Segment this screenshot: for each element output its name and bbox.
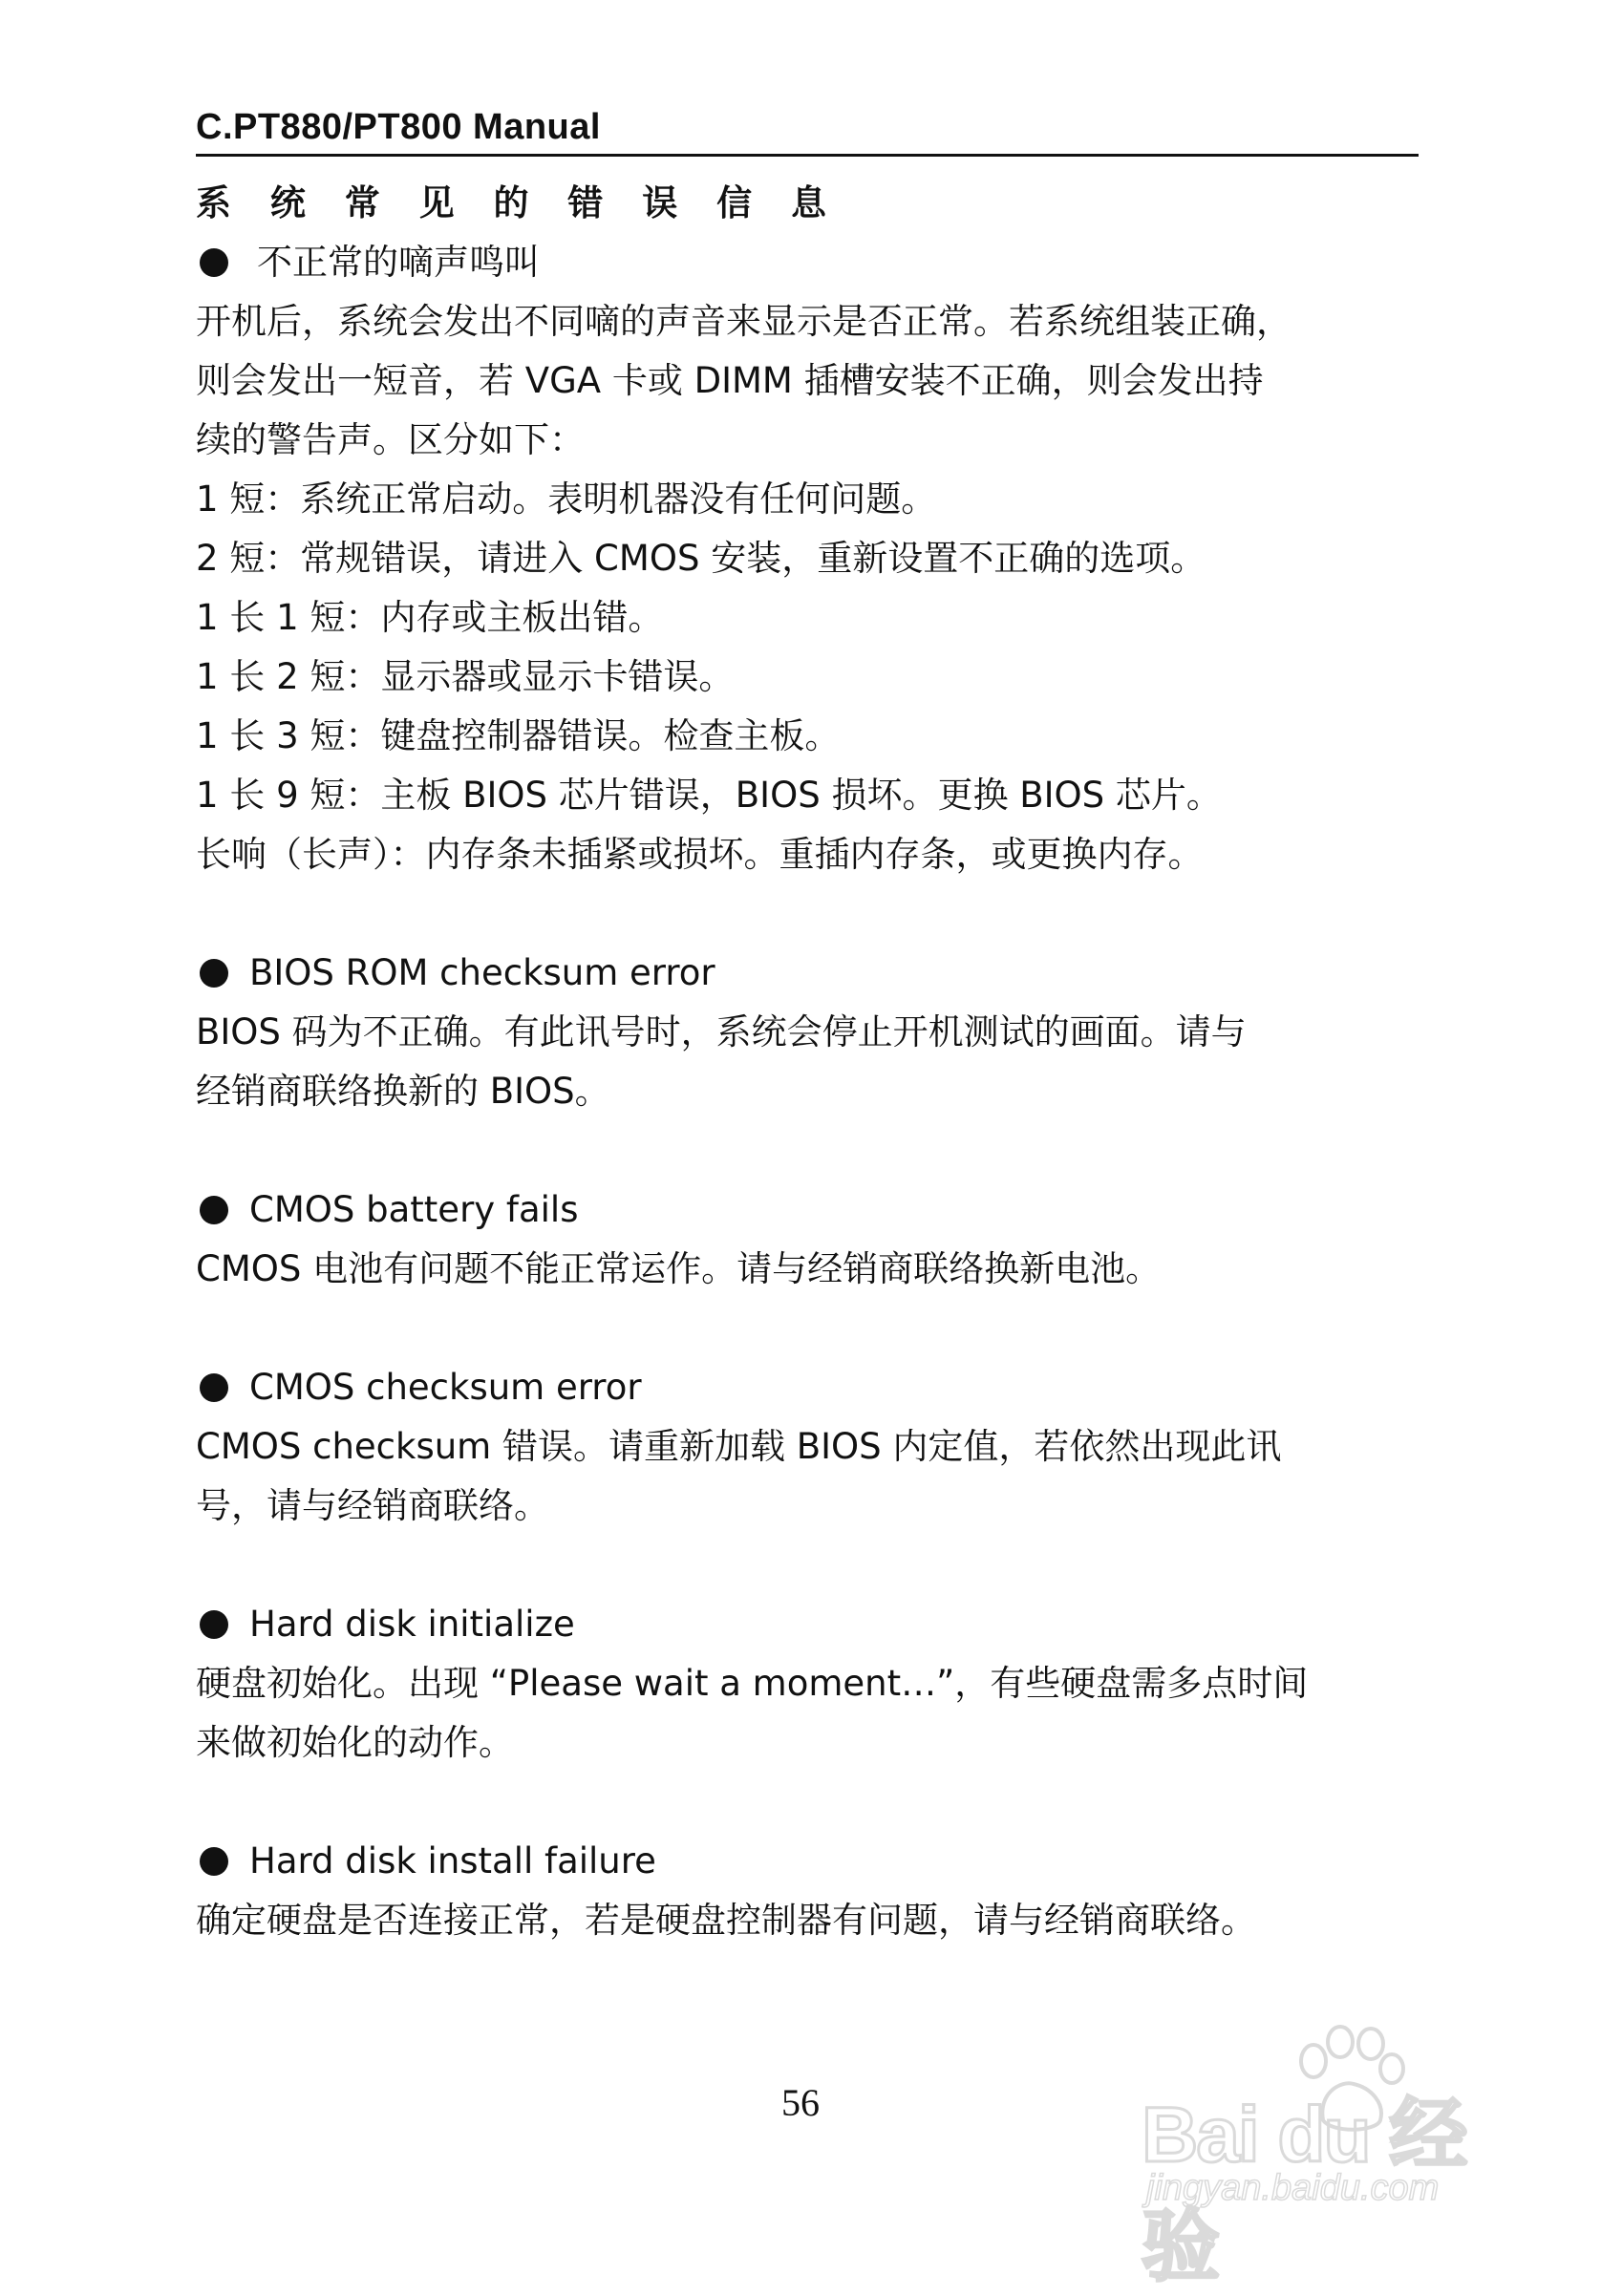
error-heading <box>196 1358 1428 1417</box>
error-description-line: 确定硬盘是否连接正常，若是硬盘控制器有问题，请与经销商联络。 <box>196 1900 1256 1941</box>
spacer <box>196 1121 1428 1180</box>
error-heading-text: CMOS checksum error <box>249 1367 642 1408</box>
error-heading <box>196 944 1428 1003</box>
spacer <box>196 1773 1428 1832</box>
beep-heading <box>196 233 1428 292</box>
error-description-line: 硬盘初始化。出现 “Please wait a moment…”，有些硬盘需多点时间 <box>196 1663 1309 1704</box>
bullet-icon <box>200 248 228 277</box>
watermark-brand: Bai du 经验 <box>1142 2092 1466 2290</box>
section-title: 系 统 常 见 的 错 误 信 息 <box>196 182 841 223</box>
spacer <box>196 1536 1428 1595</box>
error-description-line: 来做初始化的动作。 <box>196 1722 514 1763</box>
beep-code-item: 长响（长声）：内存条未插紧或损坏。重插内存条，或更换内存。 <box>196 834 1204 875</box>
watermark-url: jingyan.baidu.com <box>1146 2168 1440 2208</box>
error-description-line: 经销商联络换新的 BIOS。 <box>196 1071 610 1112</box>
beep-code-item: 2 短：常规错误，请进入 CMOS 安装，重新设置不正确的选项。 <box>196 538 1206 579</box>
error-description-line: 号，请与经销商联络。 <box>196 1485 549 1526</box>
error-heading-text: Hard disk install failure <box>249 1840 656 1881</box>
page-number: 56 <box>781 2081 820 2124</box>
error-heading-text: BIOS ROM checksum error <box>249 952 715 993</box>
error-heading-text: CMOS battery fails <box>249 1189 579 1230</box>
manual-title: C.PT880/PT800 Manual <box>196 107 601 147</box>
error-heading <box>196 1595 1428 1654</box>
bullet-icon <box>200 1610 228 1639</box>
beep-code-item: 1 长 9 短：主板 BIOS 芯片错误，BIOS 损坏。更换 BIOS 芯片。 <box>196 775 1222 816</box>
error-description-line: BIOS 码为不正确。有此讯号时，系统会停止开机测试的画面。请与 <box>196 1011 1247 1052</box>
spacer <box>196 1299 1428 1358</box>
beep-code-item: 1 长 1 短：内存或主板出错。 <box>196 597 664 638</box>
bullet-icon <box>200 1196 228 1224</box>
page-content <box>196 174 1428 1950</box>
spacer <box>196 884 1428 944</box>
error-heading-text: Hard disk initialize <box>249 1604 575 1645</box>
error-description-line: CMOS checksum 错误。请重新加载 BIOS 内定值，若依然出现此讯 <box>196 1426 1282 1467</box>
beep-heading-text: 不正常的嘀声鸣叫 <box>257 242 540 283</box>
beep-code-item: 1 短：系统正常启动。表明机器没有任何问题。 <box>196 478 937 520</box>
baidu-jingyan-watermark <box>1142 2025 1524 2290</box>
page-header <box>196 103 1419 157</box>
beep-paragraph-line: 则会发出一短音，若 VGA 卡或 DIMM 插槽安装不正确，则会发出持 <box>196 360 1264 401</box>
bullet-icon <box>200 959 228 988</box>
beep-paragraph-line: 续的警告声。区分如下： <box>196 419 585 460</box>
beep-paragraph-line: 开机后，系统会发出不同嘀的声音来显示是否正常。若系统组装正确， <box>196 301 1291 342</box>
beep-code-item: 1 长 2 短：显示器或显示卡错误。 <box>196 656 735 697</box>
bullet-icon <box>200 1373 228 1402</box>
error-heading <box>196 1180 1428 1240</box>
bullet-icon <box>200 1847 228 1876</box>
error-description-line: CMOS 电池有问题不能正常运作。请与经销商联络换新电池。 <box>196 1248 1162 1289</box>
beep-code-item: 1 长 3 短：键盘控制器错误。检查主板。 <box>196 715 841 756</box>
error-heading <box>196 1832 1428 1891</box>
